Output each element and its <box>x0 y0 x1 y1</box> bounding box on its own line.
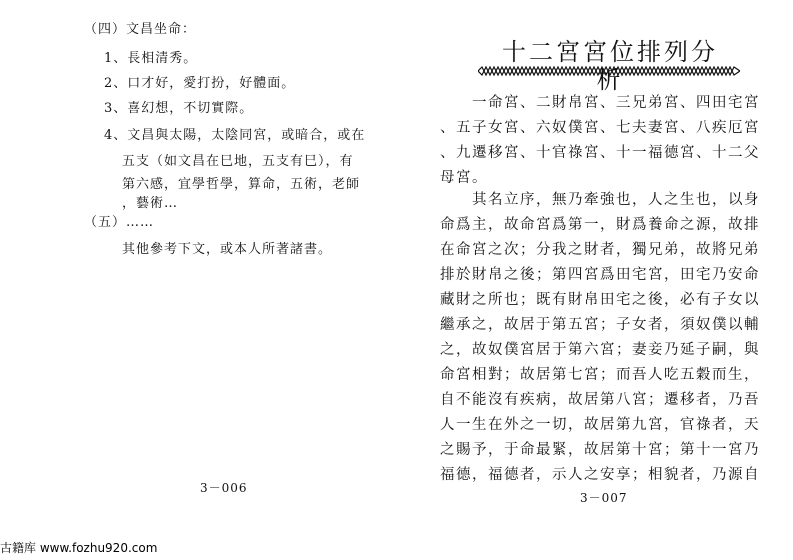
text-line: 命爲主，故命宮爲第一，財爲養命之源，故排 <box>440 217 760 233</box>
text-line: 其名立序，無乃牽強也，人之生也，以身 <box>472 192 760 208</box>
section-5-heading: （五）…… <box>84 215 155 230</box>
list-item: 1、長相清秀。 <box>104 51 198 66</box>
paragraph-order-explanation <box>440 188 770 488</box>
list-item-continuation: 五支（如文昌在巳地，五支有巳），有 <box>122 154 354 169</box>
right-page <box>400 0 793 560</box>
title-ornament <box>478 64 740 78</box>
chapter-title: 十二宮宮位排列分析 <box>502 38 718 94</box>
section-5-text: 其他參考下文，或本人所著諸書。 <box>122 242 333 257</box>
list-item: 4、文昌與太陽，太陰同宮，或暗合，或在 <box>104 128 366 143</box>
text-line: 母宮。 <box>440 170 488 186</box>
text-line: 藏財之所也；既有財帛田宅之後，必有子女以 <box>440 292 760 308</box>
text-line: 人一生在外之一切，故居第九宮，官祿者，天 <box>440 417 760 433</box>
text-line: 之，故奴僕宮居于第六宮；妻妾乃延子嗣，與 <box>440 342 760 358</box>
watermark-footer: 古籍库 www.fozhu920.com <box>0 541 158 555</box>
list-item-continuation: 第六感，宜學哲學，算命，五術，老師 <box>122 177 361 192</box>
paragraph-palace-list <box>440 91 770 191</box>
section-4-heading: （四）文昌坐命： <box>84 22 197 37</box>
text-line: 福德，福德者，示人之安享；相貌者，乃源自 <box>440 467 760 483</box>
text-line: 在命宮之次；分我之財者，獨兄弟，故將兄弟 <box>440 242 760 258</box>
text-line: 命宮相對；故居第七宮；而吾人吃五穀而生， <box>440 367 760 383</box>
text-line: 排於財帛之後；第四宮爲田宅宮，田宅乃安命 <box>440 267 760 283</box>
text-line: 自不能沒有疾病，故居第八宮；遷移者，乃吾 <box>440 392 760 408</box>
list-item-continuation: ，藝術… <box>122 196 179 211</box>
text-line: 、五子女宮、六奴僕宮、七夫妻宮、八疾厄宮 <box>440 120 760 136</box>
text-line: 一命宮、二財帛宮、三兄弟宮、四田宅宮 <box>472 95 760 111</box>
list-item: 3、喜幻想，不切實際。 <box>104 101 254 116</box>
text-line: 、九遷移宮、十官祿宮、十一福德宮、十二父 <box>440 145 760 161</box>
page-number-left: 3－006 <box>200 481 248 495</box>
list-item: 2、口才好，愛打扮，好體面。 <box>104 76 296 91</box>
text-line: 之賜予，于命最緊，故居第十宮；第十一宮乃 <box>440 442 760 458</box>
page-number-right: 3－007 <box>580 491 628 505</box>
text-line: 繼承之，故居于第五宮；子女者，須奴僕以輔 <box>440 317 760 333</box>
